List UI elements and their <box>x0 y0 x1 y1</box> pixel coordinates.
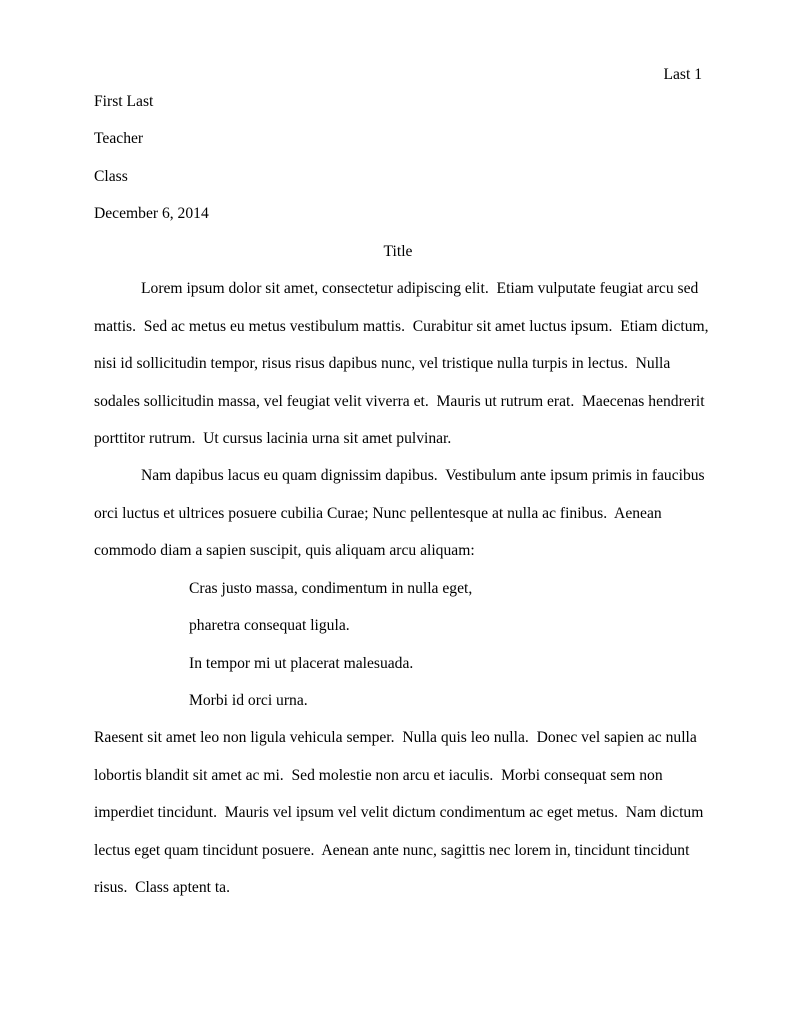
paragraph1-line: mattis. Sed ac metus eu metus vestibulum mattis. Curabitur sit amet luctus ipsum. Etiam dictum, <box>94 317 709 335</box>
paragraph1-line: nisi id sollicitudin tempor, risus risus dapibus nunc, vel tristique nulla turpis in lectus. Nulla <box>94 355 671 373</box>
author-name-line: First Last <box>94 93 154 110</box>
paragraph3-line: imperdiet tincidunt. Mauris vel ipsum vel velit dictum condimentum ac eget metus. Nam dictum <box>94 804 704 822</box>
paragraph2-line: orci luctus et ultrices posuere cubilia Curae; Nunc pellentesque at nulla ac finibus. Aenean <box>94 504 662 522</box>
paragraph1-line: porttitor rutrum. Ut cursus lacinia urna sit amet pulvinar. <box>94 429 452 447</box>
blockquote-line: Cras justo massa, condimentum in nulla eget, <box>189 579 473 597</box>
paragraph1-line: sodales sollicitudin massa, vel feugiat velit viverra et. Mauris ut rutrum erat. Maecenas hendrerit <box>94 392 705 410</box>
class-name-line: Class <box>94 167 128 185</box>
blockquote-line: Morbi id orci urna. <box>189 692 308 709</box>
paragraph3-line: risus. Class aptent ta. <box>94 879 230 897</box>
blockquote-line: pharetra consequat ligula. <box>189 617 350 635</box>
document-title: Title <box>383 242 413 260</box>
blockquote-line: In tempor mi ut placerat malesuada. <box>189 654 414 672</box>
paragraph3-line: Raesent sit amet leo non ligula vehicula semper. Nulla quis leo nulla. Donec vel sapien ac nulla <box>94 729 697 747</box>
date-line: December 6, 2014 <box>94 205 209 223</box>
page-number-label: Last 1 <box>663 66 702 83</box>
document-content <box>94 83 709 907</box>
paragraph2-line: Nam dapibus lacus eu quam dignissim dapibus. Vestibulum ante ipsum primis in faucibus <box>141 467 705 485</box>
paragraph2-line: commodo diam a sapien suscipit, quis aliquam arcu aliquam: <box>94 542 475 560</box>
paragraph3-line: lectus eget quam tincidunt posuere. Aenean ante nunc, sagittis nec lorem in, tincidunt tincidunt <box>94 841 690 859</box>
teacher-name-line: Teacher <box>94 130 144 148</box>
paragraph3-line: lobortis blandit sit amet ac mi. Sed molestie non arcu et iaculis. Morbi consequat sem non <box>94 766 663 784</box>
paragraph1-line: Lorem ipsum dolor sit amet, consectetur adipiscing elit. Etiam vulputate feugiat arcu sed <box>141 280 699 298</box>
